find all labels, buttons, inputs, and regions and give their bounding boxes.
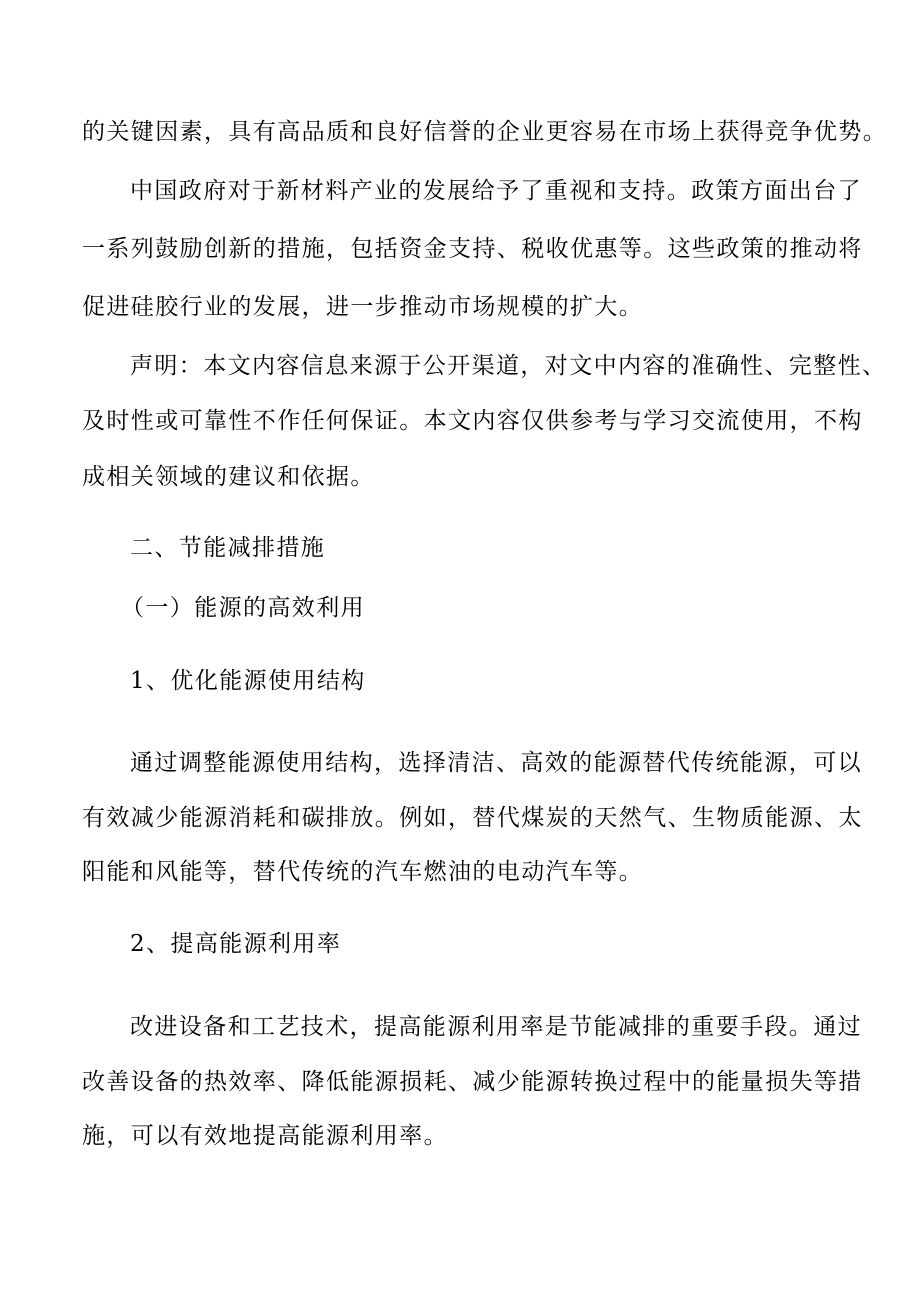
disclaimer-line: 成相关领域的建议和依据。 (82, 464, 375, 490)
paragraph-line: 促进硅胶行业的发展，进一步推动市场规模的扩大。 (82, 294, 644, 320)
paragraph-line: 阳能和风能等，替代传统的汽车燃油的电动汽车等。 (82, 859, 644, 885)
subsection-heading: （一）能源的高效利用 (121, 595, 365, 621)
paragraph-line: 改善设备的热效率、降低能源损耗、减少能源转换过程中的能量损失等措 (82, 1069, 863, 1095)
paragraph-line: 的关键因素，具有高品质和良好信誉的企业更容易在市场上获得竞争优势。 (82, 119, 888, 145)
paragraph-line: 有效减少能源消耗和碳排放。例如，替代煤炭的天然气、生物质能源、太 (82, 805, 863, 831)
paragraph-line: 施，可以有效地提高能源利用率。 (82, 1123, 448, 1149)
disclaimer-line: 声明：本文内容信息来源于公开渠道，对文中内容的准确性、完整性、 (130, 353, 887, 379)
disclaimer-line: 及时性或可靠性不作任何保证。本文内容仅供参考与学习交流使用，不构 (82, 408, 863, 434)
paragraph-line: 通过调整能源使用结构，选择清洁、高效的能源替代传统能源，可以 (130, 750, 862, 776)
paragraph-line: 改进设备和工艺技术，提高能源利用率是节能减排的重要手段。通过 (130, 1014, 862, 1040)
section-heading: 二、节能减排措施 (130, 535, 326, 561)
paragraph-line: 一系列鼓励创新的措施，包括资金支持、税收优惠等。这些政策的推动将 (82, 236, 863, 262)
item-heading: 2、提高能源利用率 (130, 931, 342, 957)
item-heading: 1、优化能源使用结构 (130, 668, 366, 694)
paragraph-line: 中国政府对于新材料产业的发展给予了重视和支持。政策方面出台了 (130, 178, 862, 204)
